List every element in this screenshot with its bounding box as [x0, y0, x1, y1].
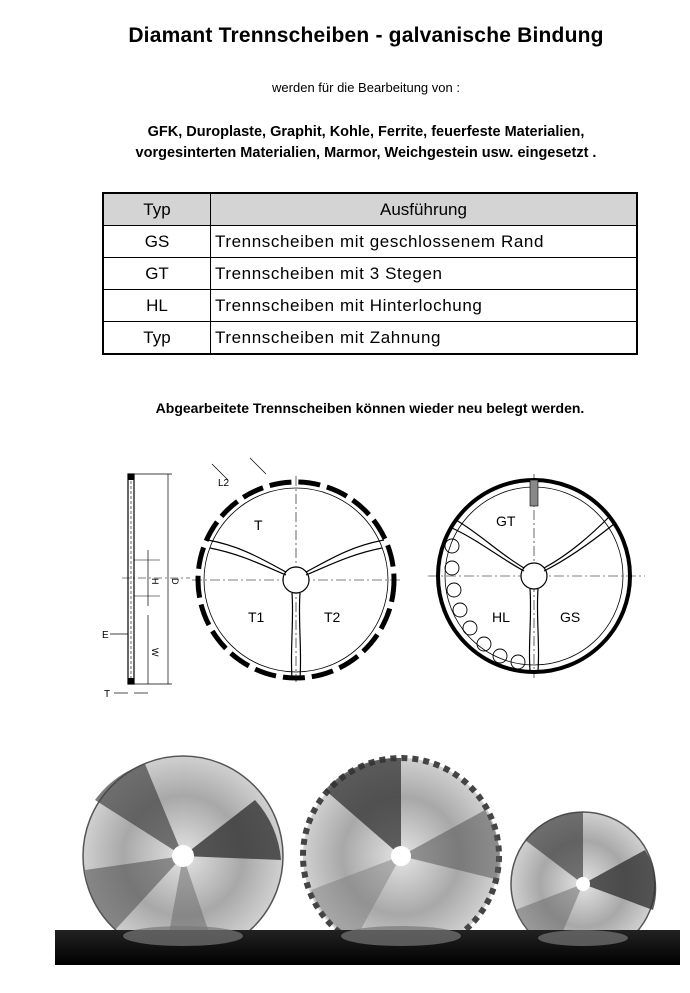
- ausfuehrung-cell: Trennscheiben mit geschlossenem Rand: [211, 226, 638, 258]
- table-row: [103, 290, 637, 322]
- table-header-row: [103, 193, 637, 226]
- label-t: T: [254, 517, 263, 533]
- table-row: [103, 258, 637, 290]
- typ-cell: Typ: [103, 322, 211, 355]
- label-hl: HL: [492, 609, 510, 625]
- ausfuehrung-cell: Trennscheiben mit Hinterlochung: [211, 290, 638, 322]
- label-gt: GT: [496, 513, 516, 529]
- table-row: [103, 322, 637, 355]
- typ-cell: GT: [103, 258, 211, 290]
- materials-line-1: GFK, Duroplaste, Graphit, Kohle, Ferrite, feuerfeste Materialien,: [147, 124, 585, 140]
- typ-cell: GS: [103, 226, 211, 258]
- table-row: [103, 226, 637, 258]
- label-h: H: [150, 578, 160, 585]
- segmented-disc-drawing: [192, 458, 400, 682]
- disc-photo: [55, 740, 680, 965]
- label-t1: T1: [248, 609, 265, 625]
- page-title: Diamant Trennscheiben - galvanische Bindung: [128, 24, 604, 47]
- type-table: [102, 192, 638, 355]
- materials-line-2: vorgesinterten Materialien, Marmor, Weichgestein usw. eingesetzt .: [135, 145, 597, 161]
- label-t: T: [104, 689, 111, 700]
- technical-drawing: [100, 450, 660, 700]
- typ-cell: HL: [103, 290, 211, 322]
- subtitle: werden für die Bearbeitung von :: [272, 80, 460, 95]
- label-t2: T2: [324, 609, 341, 625]
- header-ausfuehrung: Ausführung: [211, 193, 638, 226]
- notice-text: Abgearbeitete Trennscheiben können wieder neu belegt werden.: [155, 400, 585, 416]
- header-typ: Typ: [103, 193, 211, 226]
- combined-disc-drawing: [428, 474, 645, 678]
- label-w: W: [150, 648, 160, 657]
- side-view: [102, 474, 190, 700]
- photo-disc-toothed: [303, 758, 501, 954]
- label-gs: GS: [560, 609, 581, 625]
- label-l2: L2: [218, 478, 230, 489]
- label-d: D: [170, 578, 180, 585]
- label-e: E: [102, 630, 109, 641]
- ausfuehrung-cell: Trennscheiben mit 3 Stegen: [211, 258, 638, 290]
- materials-list: [0, 122, 690, 164]
- ausfuehrung-cell: Trennscheiben mit Zahnung: [211, 322, 638, 355]
